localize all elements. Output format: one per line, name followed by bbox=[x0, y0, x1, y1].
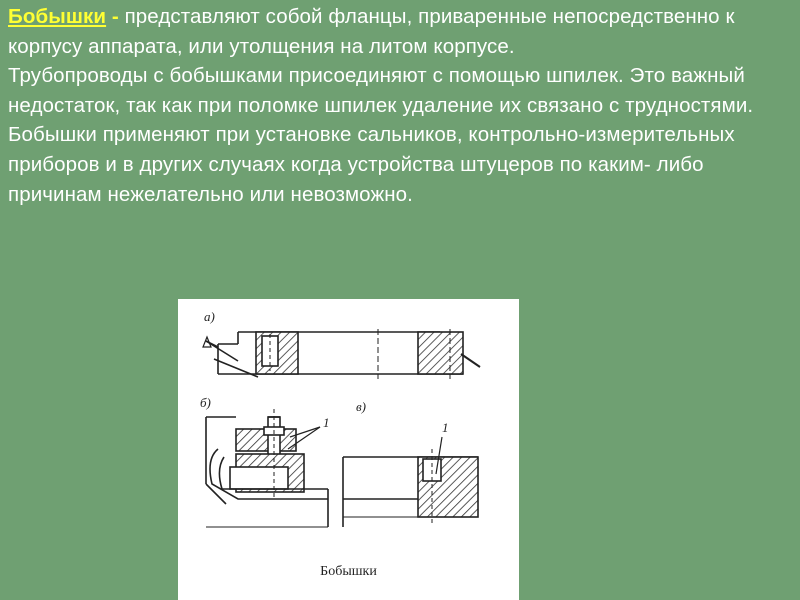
label-a: а) bbox=[204, 309, 215, 324]
drawing-a bbox=[203, 329, 480, 379]
drawing-b bbox=[206, 409, 328, 527]
slide-text bbox=[8, 2, 794, 209]
paragraph-drawback: Трубопроводы с бобышками присоединяют с помощью шпилек. Это важный недостаток, так как при поломке шпилек удаление их связано с трудностями. bbox=[8, 64, 754, 117]
paragraph-definition bbox=[8, 2, 794, 61]
label-v: в) bbox=[356, 399, 366, 414]
callout-b: 1 bbox=[323, 415, 330, 430]
term-bobyshki: Бобышки bbox=[8, 5, 107, 28]
definition-text: представляют собой фланцы, приваренные непосредственно к корпусу аппарата, или утолщения на литом корпусе. bbox=[8, 5, 735, 58]
bosses-figure bbox=[178, 299, 519, 600]
paragraph-application: Бобышки применяют при установке сальников, контрольно-измерительных приборов и в других случаях когда устройства штуцеров по каким- либо причинам нежелательно или невозможно. bbox=[8, 123, 735, 206]
callout-v: 1 bbox=[442, 420, 449, 435]
drawing-v bbox=[343, 437, 478, 527]
figure-caption: Бобышки bbox=[320, 564, 377, 579]
term-dash: - bbox=[106, 5, 125, 28]
label-b: б) bbox=[200, 395, 211, 410]
bosses-drawing bbox=[178, 299, 519, 600]
